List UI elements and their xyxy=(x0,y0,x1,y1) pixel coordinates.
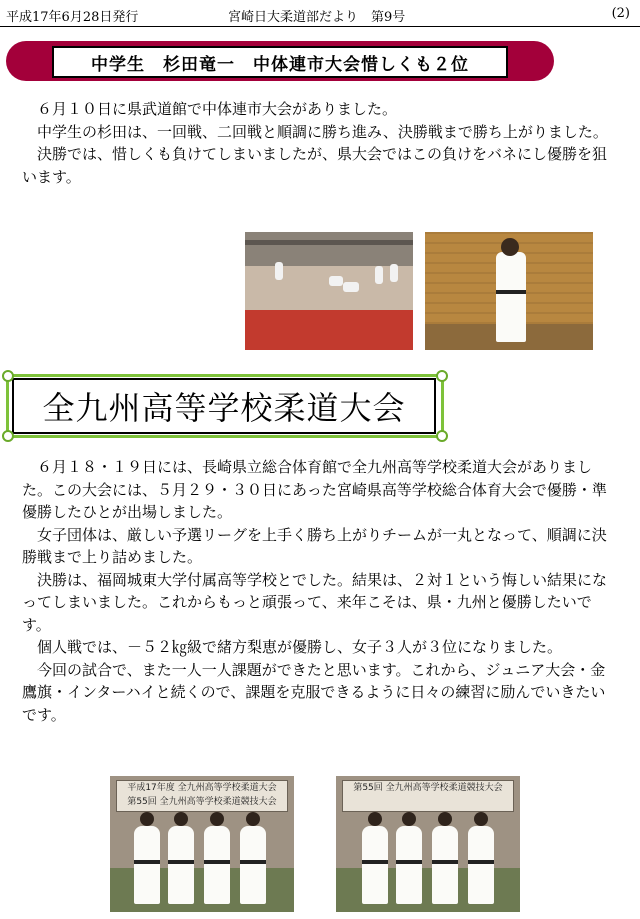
section2-body xyxy=(22,456,612,726)
section2-heading: 全九州高等学校柔道大会 xyxy=(42,389,406,427)
page-header xyxy=(0,0,640,27)
issue-date: 平成17年6月28日発行 xyxy=(6,10,139,25)
match-photo xyxy=(245,232,413,350)
event-banner: 平成17年度 全九州高等学校柔道大会 第55回 全九州高等学校柔道競技大会 xyxy=(116,780,288,812)
section1-heading: 中学生 杉田竜一 中体連市大会惜しくも２位 xyxy=(52,46,508,78)
team-photo-1 xyxy=(110,776,294,912)
section2-paragraph: 今回の試合で、また一人一人課題ができたと思います。これから、ジュニア大会・金鷹旗・インターハイと続くので、課題を克服できるように日々の練習に励んでいきたいです。 xyxy=(22,660,606,724)
event-banner: 第55回 全九州高等学校柔道競技大会 xyxy=(342,780,514,812)
page-number: (2) xyxy=(611,6,630,21)
section1-body xyxy=(22,98,612,188)
newsletter-title: 宮崎日大柔道部だより 第9号 xyxy=(228,10,406,25)
athlete-portrait-photo xyxy=(425,232,593,350)
team-photo-2 xyxy=(336,776,520,912)
section1-paragraph: ６月１０日に県武道館で中体連市大会がありました。 xyxy=(22,100,398,118)
section1-banner xyxy=(6,41,554,81)
section2-paragraph: 女子団体は、厳しい予選リーグを上手く勝ち上がりチームが一丸となって、順調に決勝戦まで上り詰めました。 xyxy=(22,525,607,566)
section1-paragraph: 中学生の杉田は、一回戦、二回戦と順調に勝ち進み、決勝戦まで勝ち上がりました。 xyxy=(22,122,608,141)
section1-paragraph: 決勝では、惜しくも負けてしまいましたが、県大会ではこの負けをバネにし優勝を狙います。 xyxy=(22,145,608,186)
section2-paragraph: 決勝は、福岡城東大学付属高等学校とでした。結果は、２対１という悔しい結果になってしまいました。これからもっと頑張って、来年こそは、県・九州と優勝したいです。 xyxy=(22,570,608,634)
section2-title-frame xyxy=(12,378,436,434)
section2-paragraph: 個人戦では、－５２㎏級で緒方梨恵が優勝し、女子３人が３位になりました。 xyxy=(22,638,563,656)
section2-paragraph: ６月１８・１９日には、長崎県立総合体育館で全九州高等学校柔道大会がありました。この大会には、５月２９・３０日にあった宮崎県高等学校総合体育大会で優勝・準優勝したひとが出場しました。 xyxy=(22,458,607,521)
